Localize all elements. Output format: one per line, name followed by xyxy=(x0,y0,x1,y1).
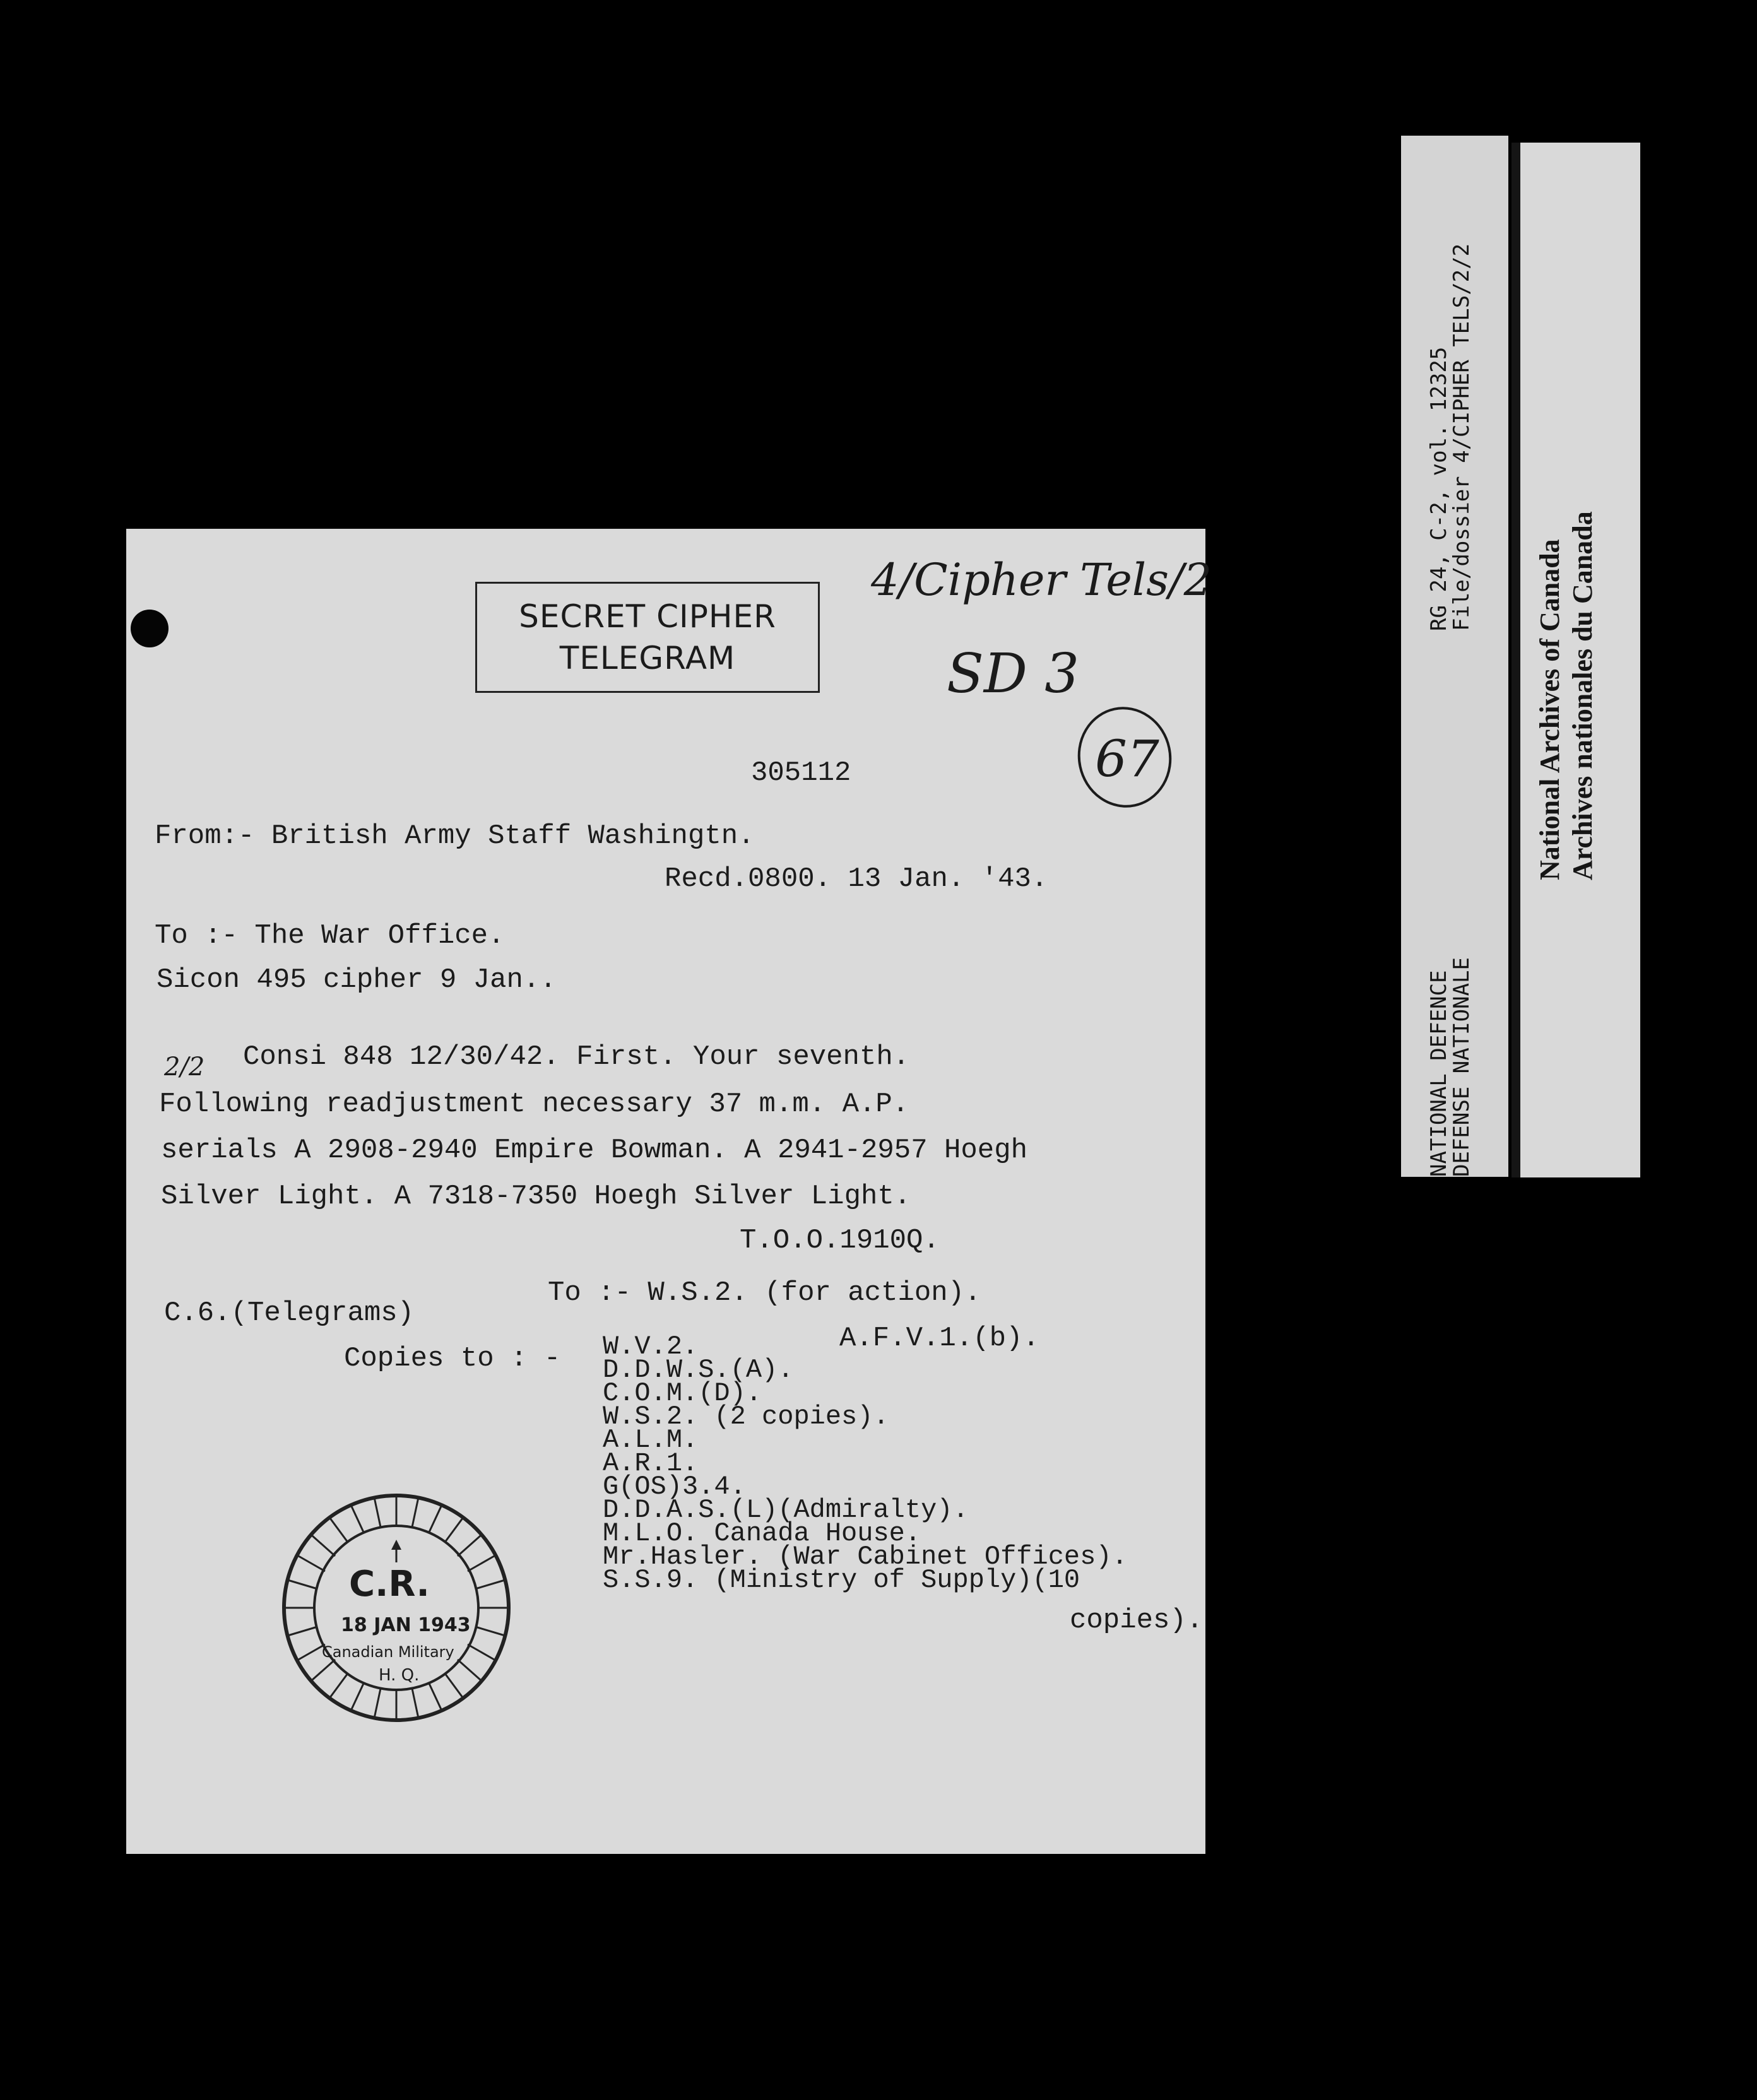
copy-recipient: G(OS)3.4. xyxy=(603,1472,746,1502)
c6-label: C.6.(Telegrams) xyxy=(164,1297,415,1329)
copy-recipient: A.L.M. xyxy=(603,1425,699,1455)
body-line-3: serials A 2908-2940 Empire Bowman. A 2941-2957 Hoegh xyxy=(161,1135,1028,1166)
copy-recipient: W.V.2. xyxy=(603,1331,699,1362)
stamp-line1: Canadian Military xyxy=(322,1643,454,1661)
dept-en: NATIONAL DEFENCE xyxy=(1426,970,1452,1177)
ref-line1: RG 24, C-2, vol. 12325 xyxy=(1426,346,1452,631)
copy-recipient: D.D.A.S.(L)(Admiralty). xyxy=(603,1495,969,1525)
from-line: From:- British Army Staff Washingtn. xyxy=(155,820,755,852)
action-line: To :- W.S.2. (for action). xyxy=(548,1277,981,1309)
time-of-origin: T.O.O.1910Q. xyxy=(740,1225,940,1256)
handwritten-folio-number: 67 xyxy=(1095,729,1159,788)
copies-label: Copies to : - xyxy=(344,1343,561,1374)
archive-name xyxy=(1534,511,1599,880)
received-stamp xyxy=(276,1488,516,1728)
copy-recipient: S.S.9. (Ministry of Supply)(10 xyxy=(603,1565,1080,1595)
body-line-1: Consi 848 12/30/42. First. Your seventh. xyxy=(243,1041,910,1073)
copy-recipient: A.R.1. xyxy=(603,1448,699,1478)
copy-recipient: W.S.2. (2 copies). xyxy=(603,1401,889,1432)
telegram-number: 305112 xyxy=(751,757,851,789)
to-line: To :- The War Office. xyxy=(155,920,505,952)
copy-recipient: D.D.W.S.(A). xyxy=(603,1355,794,1385)
archive-department xyxy=(1428,957,1473,1177)
received-line: Recd.0800. 13 Jan. '43. xyxy=(665,863,1048,895)
handwritten-sd: SD 3 xyxy=(947,642,1079,705)
archive-en: National Archives of Canada xyxy=(1534,539,1565,880)
body-line-4: Silver Light. A 7318-7350 Hoegh Silver Light. xyxy=(161,1181,911,1212)
stamp-line2: H. Q. xyxy=(379,1666,420,1685)
handwritten-file-ref: 4/Cipher Tels/2 xyxy=(871,554,1212,606)
header-box xyxy=(475,582,820,693)
telegram-page xyxy=(126,529,1212,1854)
handwritten-margin-note: 2/2 xyxy=(164,1053,205,1082)
stamp-initials: C.R. xyxy=(349,1564,430,1605)
archive-reference xyxy=(1428,244,1473,631)
body-line-2: Following readjustment necessary 37 m.m. A.P. xyxy=(159,1088,909,1120)
header-line2: TELEGRAM xyxy=(559,640,736,676)
punch-hole xyxy=(131,610,169,647)
copies-list xyxy=(603,1331,1128,1595)
copy-recipient: Mr.Hasler. (War Cabinet Offices). xyxy=(603,1542,1128,1572)
header-line1: SECRET CIPHER xyxy=(519,598,776,635)
ref-line2: File/dossier 4/CIPHER TELS/2/2 xyxy=(1449,243,1474,631)
sicon-line: Sicon 495 cipher 9 Jan.. xyxy=(157,964,557,996)
dept-fr: DEFENSE NATIONALE xyxy=(1449,957,1474,1177)
copy-recipient: C.O.M.(D). xyxy=(603,1378,762,1408)
archive-fr: Archives nationales du Canada xyxy=(1567,511,1598,880)
copies-tail: copies). xyxy=(1070,1605,1204,1636)
afv-line: A.F.V.1.(b). xyxy=(839,1323,1039,1354)
stamp-date: 18 JAN 1943 xyxy=(341,1614,471,1636)
copy-recipient: M.L.O. Canada House. xyxy=(603,1518,921,1548)
